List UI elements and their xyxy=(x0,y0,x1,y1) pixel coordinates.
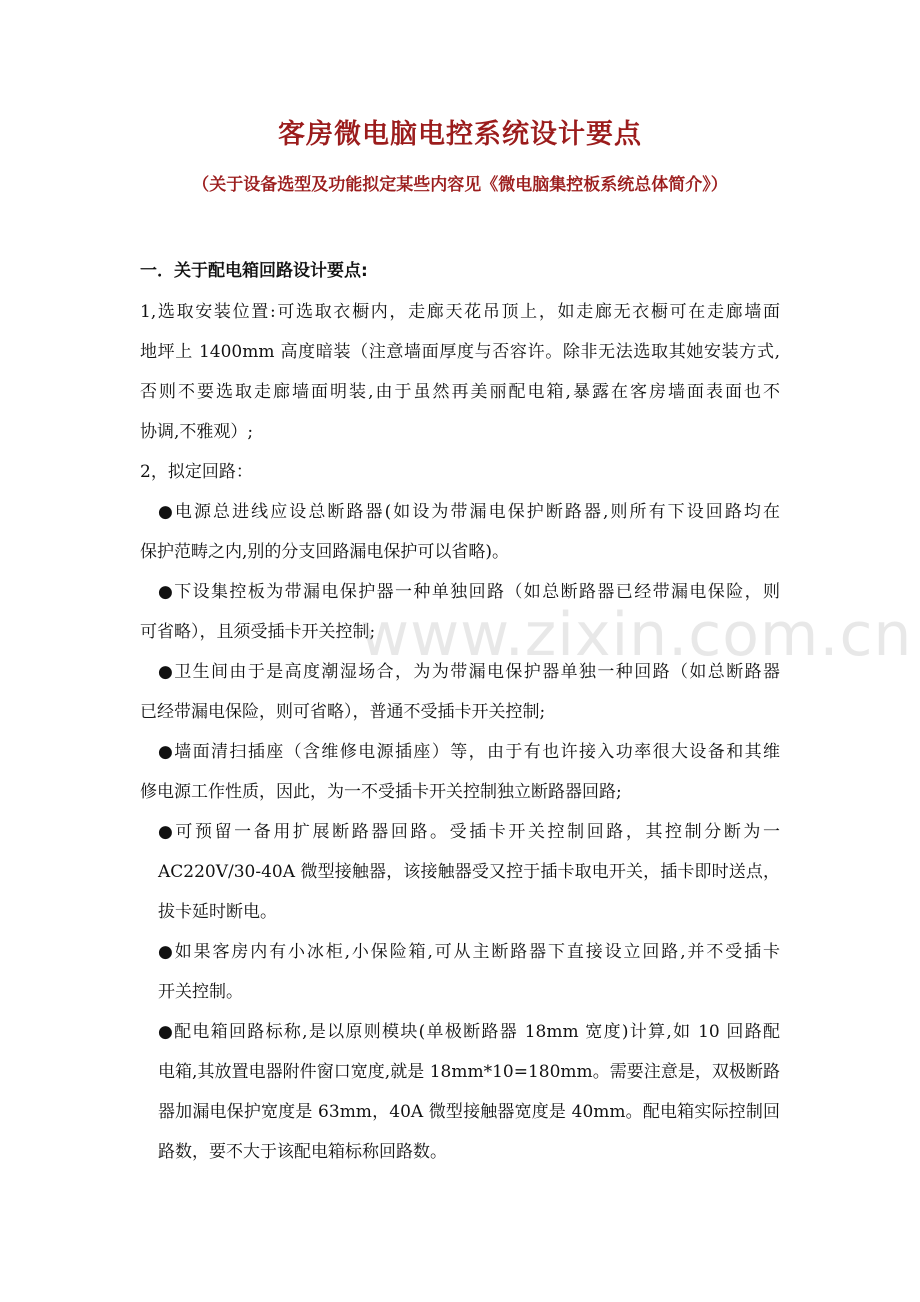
bullet-line: ●配电箱回路标称,是以原则模块(单极断路器 18mm 宽度)计算,如 10 回路配 xyxy=(158,1022,780,1042)
bullet-line: ●如果客房内有小冰柜,小保险箱,可从主断路器下直接设立回路,并不受插卡 xyxy=(158,942,780,962)
bullet-line: AC220V/30-40A 微型接触器，该接触器受又控于插卡取电开关，插卡即时送点， xyxy=(158,862,780,882)
bullet-line: 保护范畴之内,别的分支回路漏电保护可以省略)。 xyxy=(140,542,510,562)
bullet-line: ●墙面清扫插座（含维修电源插座）等，由于有也许接入功率很大设备和其维 xyxy=(158,742,780,762)
bullet-line: 路数，要不大于该配电箱标称回路数。 xyxy=(158,1142,447,1162)
paragraph-line: 地坪上 1400mm 高度暗装（注意墙面厚度与否容许。除非无法选取其她安装方式, xyxy=(140,342,780,362)
bullet-line: 可省略），且须受插卡开关控制; xyxy=(140,622,376,642)
bullet-line: 已经带漏电保险，则可省略），普通不受插卡开关控制; xyxy=(140,702,546,722)
bullet-line: 开关控制。 xyxy=(158,982,243,1002)
paragraph-line: 1,选取安装位置:可选取衣橱内，走廊天花吊顶上，如走廊无衣橱可在走廊墙面 xyxy=(140,302,780,322)
document-title: 客房微电脑电控系统设计要点 xyxy=(278,119,642,150)
paragraph-line: 协调,不雅观）; xyxy=(140,422,254,442)
bullet-line: ●可预留一备用扩展断路器回路。受插卡开关控制回路，其控制分断为一 xyxy=(158,822,780,842)
paragraph-line: 2，拟定回路： xyxy=(140,462,253,482)
section-heading: 一．关于配电箱回路设计要点: xyxy=(140,261,368,281)
bullet-line: ●下设集控板为带漏电保护器一种单独回路（如总断路器已经带漏电保险，则 xyxy=(158,582,780,602)
document-subtitle: （关于设备选型及功能拟定某些内容见《微电脑集控板系统总体简介》） xyxy=(192,175,728,195)
paragraph-line: 否则不要选取走廊墙面明装,由于虽然再美丽配电箱,暴露在客房墙面表面也不 xyxy=(140,382,780,402)
bullet-line: ●卫生间由于是高度潮湿场合，为为带漏电保护器单独一种回路（如总断路器 xyxy=(158,662,780,682)
bullet-line: 器加漏电保护宽度是 63mm，40A 微型接触器宽度是 40mm。配电箱实际控制回 xyxy=(158,1102,780,1122)
bullet-line: 拔卡延时断电。 xyxy=(158,902,277,922)
bullet-line: 修电源工作性质，因此，为一不受插卡开关控制独立断路器回路; xyxy=(140,782,622,802)
bullet-line: 电箱,其放置电器附件窗口宽度,就是 18mm*10=180mm。需要注意是，双极断路 xyxy=(158,1062,780,1082)
bullet-line: ●电源总进线应设总断路器(如设为带漏电保护断路器,则所有下设回路均在 xyxy=(158,502,780,522)
watermark: www.zixin.com.cn xyxy=(360,600,913,670)
